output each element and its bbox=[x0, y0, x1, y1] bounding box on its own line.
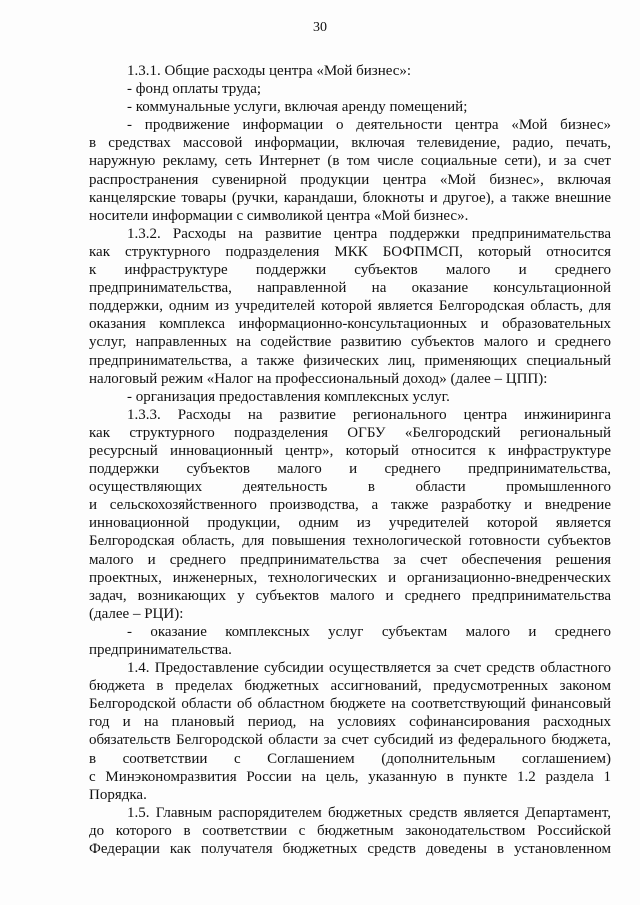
text-line: налоговый режим «Налог на профессиональный доход» (далее – ЦПП): bbox=[89, 370, 548, 387]
text-line: предпринимательства. bbox=[89, 642, 232, 658]
text-line: предпринимательства, а также физических лиц, применяющих специальный bbox=[89, 352, 611, 369]
text-line: осуществляющих деятельность в области промышленного bbox=[89, 479, 611, 496]
text-line: - продвижение информации о деятельности центра «Мой бизнес» bbox=[127, 117, 611, 134]
text-line: канцелярские товары (ручки, карандаши, блокноты и другое), а также внешние bbox=[89, 189, 611, 206]
text-line: в средствах массовой информации, включая телевидение, радио, печать, bbox=[89, 135, 611, 152]
text-line: к инфраструктуре поддержки субъектов малого и среднего bbox=[89, 262, 611, 279]
text-line: и сельскохозяйственного производства, а также разработку и внедрение bbox=[89, 497, 611, 514]
text-line: Белгородская область, для повышения технологической готовности субъектов bbox=[89, 533, 611, 550]
text-line: предпринимательства, направленной на оказание консультационной bbox=[89, 280, 611, 297]
text-line: ресурсный инновационный центр», который относится к инфраструктуре bbox=[89, 442, 611, 459]
text-line: год и на плановый период, на условиях софинансирования расходных bbox=[89, 714, 611, 731]
text-line: Белгородской области об областном бюджете на соответствующий финансовый bbox=[89, 696, 611, 713]
page-number: 30 bbox=[313, 20, 327, 35]
text-line: обязательств Белгородской области за счет субсидий из федерального бюджета, bbox=[89, 732, 611, 749]
text-line: проектных, инженерных, технологических и организационно-внедренческих bbox=[89, 569, 611, 586]
text-line: в соответствии с Соглашением (дополнительным соглашением) bbox=[89, 750, 611, 767]
document-body bbox=[89, 62, 611, 858]
text-line: инновационной продукции, одним из учредителей которой является bbox=[89, 515, 611, 532]
text-line: поддержки, одним из учредителей которой является Белгородская область, для bbox=[89, 298, 611, 315]
text-line: (далее – РЦИ): bbox=[89, 605, 184, 622]
text-line: Порядка. bbox=[89, 786, 147, 803]
text-line: Федерации как получателя бюджетных средств доведены в установленном bbox=[89, 841, 611, 858]
text-line: наружную рекламу, сеть Интернет (в том числе социальные сети), и за счет bbox=[89, 153, 611, 170]
text-line: до которого в соответствии с бюджетным законодательством Российской bbox=[89, 822, 611, 839]
text-line: 1.3.1. Общие расходы центра «Мой бизнес»: bbox=[127, 63, 412, 79]
text-line: - фонд оплаты труда; bbox=[127, 81, 262, 98]
text-line: оказания комплекса информационно-консультационных и образовательных bbox=[89, 316, 611, 333]
text-line: 1.3.2. Расходы на развитие центра поддержки предпринимательства bbox=[127, 225, 611, 242]
text-line: бюджета в пределах бюджетных ассигнований, предусмотренных законом bbox=[89, 678, 611, 695]
text-line: с Минэкономразвития России на цель, указанную в пункте 1.2 раздела 1 bbox=[89, 768, 611, 785]
text-line: 1.3.3. Расходы на развитие регионального центра инжиниринга bbox=[127, 406, 611, 423]
text-line: малого и среднего предпринимательства за счет обеспечения решения bbox=[89, 551, 611, 568]
text-line: - оказание комплексных услуг субъектам малого и среднего bbox=[127, 623, 611, 640]
text-line: - коммунальные услуги, включая аренду помещений; bbox=[127, 99, 468, 116]
text-line: как структурного подразделения МКК БОФПМСП, который относится bbox=[89, 243, 611, 260]
text-line: - организация предоставления комплексных услуг. bbox=[127, 388, 450, 405]
text-line: носители информации с символикой центра «Мой бизнес». bbox=[89, 207, 469, 224]
text-line: услуг, направленных на содействие развитию субъектов малого и среднего bbox=[89, 334, 611, 351]
text-line: задач, возникающих у субъектов малого и среднего предпринимательства bbox=[89, 587, 611, 604]
text-line: 1.4. Предоставление субсидии осуществляется за счет средств областного bbox=[127, 660, 611, 677]
text-line: 1.5. Главным распорядителем бюджетных средств является Департамент, bbox=[127, 804, 611, 821]
text-line: поддержки субъектов малого и среднего предпринимательства, bbox=[89, 461, 611, 478]
text-line: как структурного подразделения ОГБУ «Белгородский региональный bbox=[89, 424, 611, 441]
text-line: распространения сувенирной продукции центра «Мой бизнес», включая bbox=[89, 171, 611, 188]
